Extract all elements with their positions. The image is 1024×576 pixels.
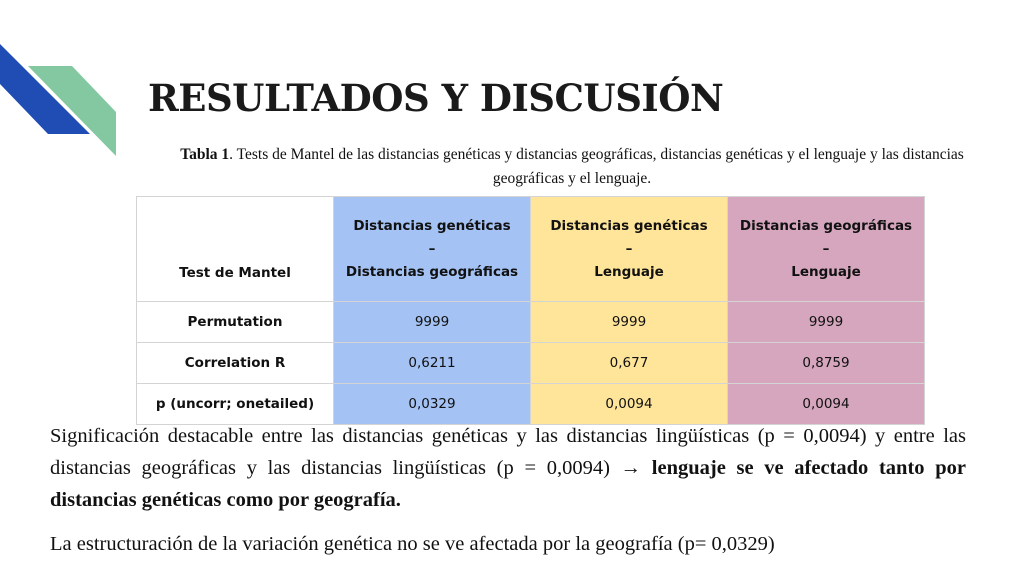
- result-paragraph-text: Significación destacable entre las distancias genéticas y las distancias lingüísticas (p = 0,0094) y entre las distancias geográficas y las distancias lingüísticas (p = 0,0094) →: [50, 425, 966, 479]
- header-geo-leng-line3: Lenguaje: [791, 263, 861, 280]
- header-gen-leng-line2: –: [625, 240, 633, 257]
- table-row-correlation: [137, 343, 925, 384]
- cell-p-value-gen-leng: 0,0094: [531, 384, 728, 425]
- header-geo-leng-line2: –: [822, 240, 830, 257]
- header-gen-geo-line2: –: [428, 240, 436, 257]
- result-paragraph: [50, 420, 966, 516]
- table-caption: [168, 143, 976, 191]
- cell-p-value-geo-leng: 0,0094: [728, 384, 925, 425]
- header-geo-leng: [728, 197, 925, 302]
- cell-correlation-geo-leng: 0,8759: [728, 343, 925, 384]
- slide-title: RESULTADOS Y DISCUSIÓN: [148, 76, 724, 120]
- header-gen-leng: [531, 197, 728, 302]
- table-row-p-value: [137, 384, 925, 425]
- cell-correlation-gen-geo: 0,6211: [334, 343, 531, 384]
- table-row-permutation: [137, 302, 925, 343]
- header-geo-leng-line1: Distancias geográficas: [739, 217, 913, 234]
- row-label-correlation: Correlation R: [137, 343, 334, 384]
- row-label-p-value: p (uncorr; onetailed): [137, 384, 334, 425]
- cell-permutation-gen-geo: 9999: [334, 302, 531, 343]
- header-gen-leng-line3: Lenguaje: [594, 263, 664, 280]
- corner-decoration: [0, 0, 130, 160]
- row-label-permutation: Permutation: [137, 302, 334, 343]
- structure-paragraph: La estructuración de la variación genética no se ve afectada por la geografía (p= 0,0329): [50, 533, 775, 555]
- header-gen-leng-line1: Distancias genéticas: [550, 217, 708, 234]
- caption-label: Tabla 1: [180, 146, 230, 163]
- table-header-row: [137, 197, 925, 302]
- header-gen-geo-line3: Distancias geográficas: [345, 263, 519, 280]
- mantel-table: [136, 196, 925, 425]
- header-gen-geo: [334, 197, 531, 302]
- result-paragraph-conclusion: lenguaje se ve afectado tanto por distancias genéticas como por geografía.: [50, 457, 966, 511]
- cell-permutation-gen-leng: 9999: [531, 302, 728, 343]
- cell-p-value-gen-geo: 0,0329: [334, 384, 531, 425]
- cell-correlation-gen-leng: 0,677: [531, 343, 728, 384]
- header-gen-geo-line1: Distancias genéticas: [353, 217, 511, 234]
- caption-text: . Tests de Mantel de las distancias genéticas y distancias geográficas, distancias genéticas y el lenguaje y las distancias geográficas y el lenguaje.: [229, 146, 964, 187]
- cell-permutation-geo-leng: 9999: [728, 302, 925, 343]
- header-test-de-mantel: Test de Mantel: [137, 197, 334, 302]
